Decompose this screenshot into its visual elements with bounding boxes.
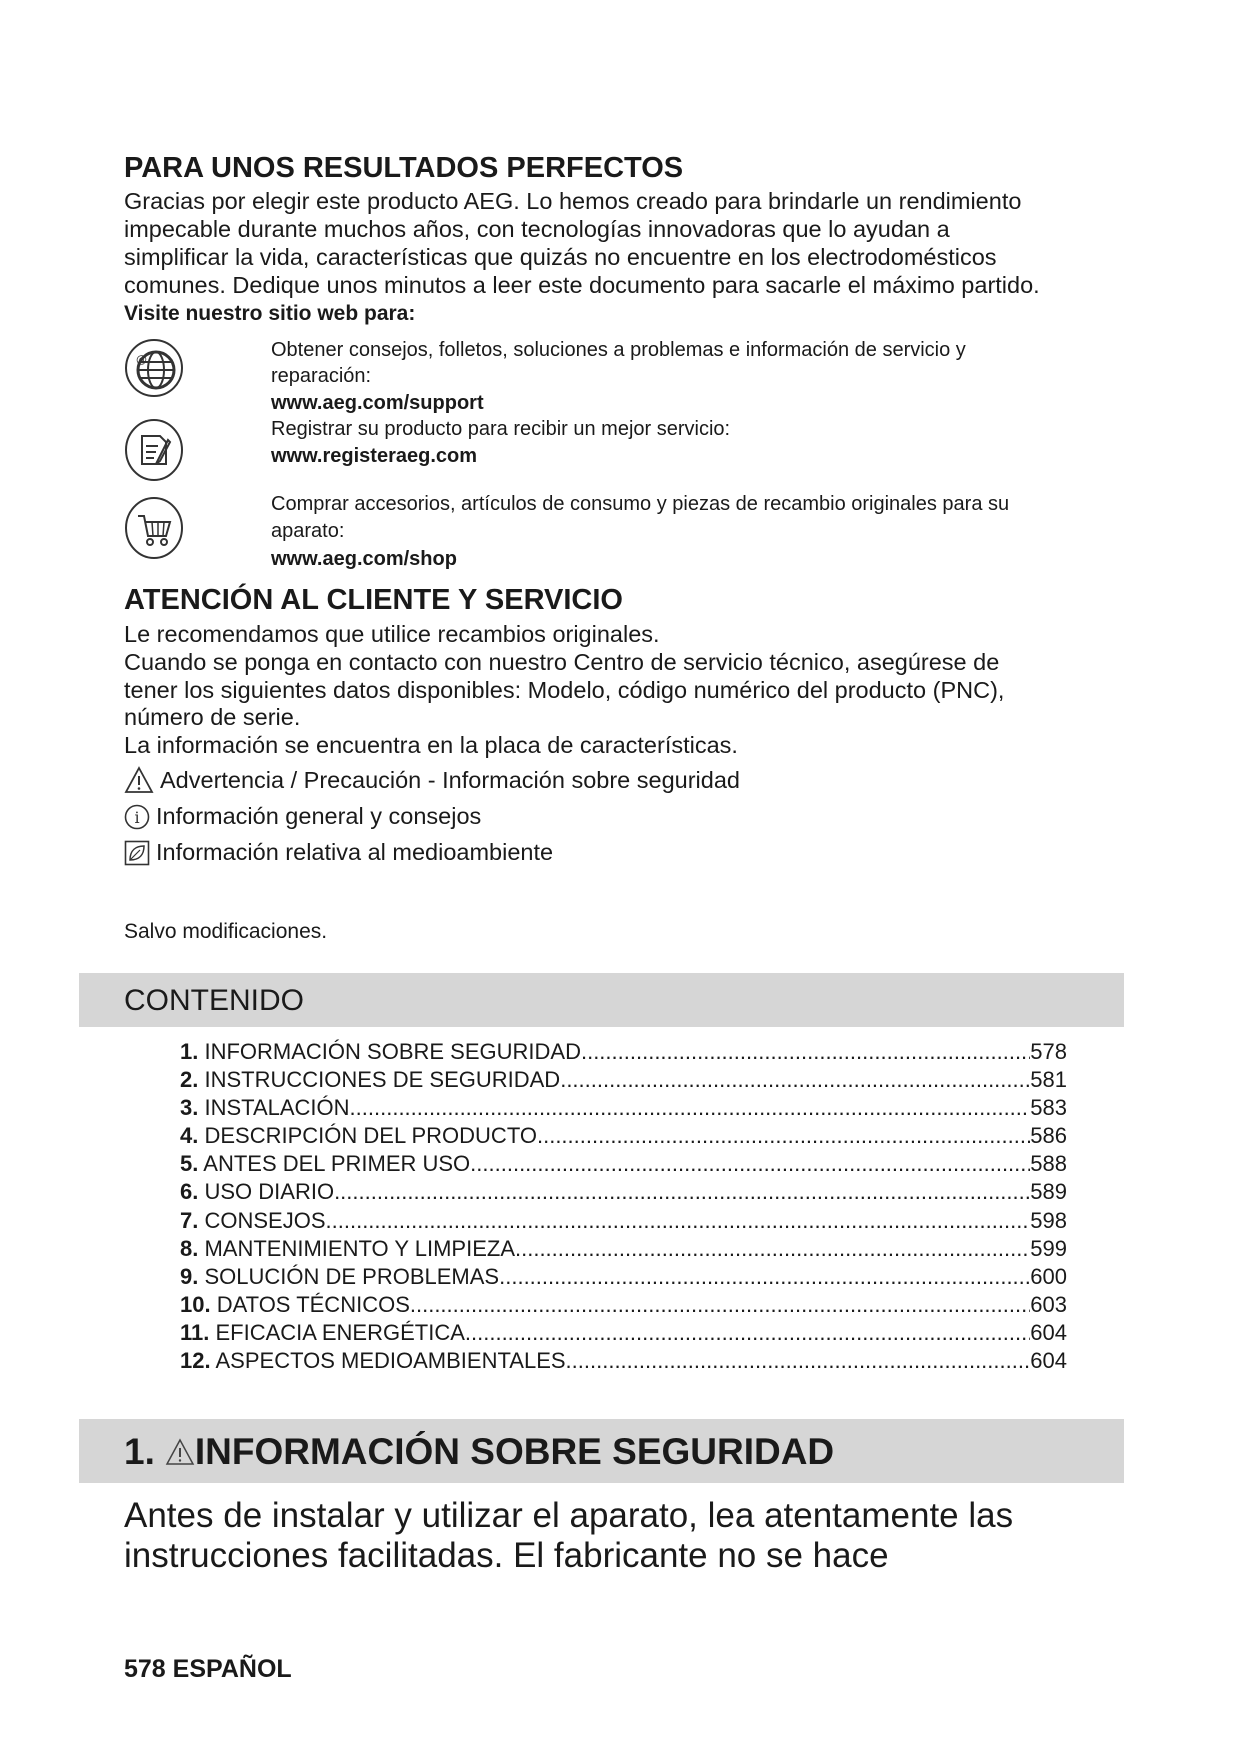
support-text: reparación: (271, 365, 372, 387)
toc-leader-dots (515, 1235, 1030, 1263)
svg-text:i: i (134, 807, 140, 827)
toc-page: 598 (1030, 1207, 1067, 1233)
toc-label (180, 1263, 499, 1291)
globe-icon (124, 338, 184, 398)
toc-title: INSTRUCCIONES DE SEGURIDAD (204, 1067, 561, 1093)
toc-item[interactable] (180, 1263, 1067, 1291)
section-line: Antes de instalar y utilizar el aparato, lea atentamente las (124, 1496, 1014, 1535)
toc-item[interactable] (180, 1207, 1067, 1235)
section-header (79, 1419, 1124, 1483)
toc-page: 578 (1030, 1039, 1067, 1064)
svg-text:@: @ (136, 353, 147, 366)
page-footer (124, 1655, 292, 1684)
section-number: 1. (124, 1431, 155, 1472)
toc-page: 589 (1030, 1179, 1067, 1205)
toc-title: INFORMACIÓN SOBRE SEGURIDAD (204, 1039, 581, 1064)
language-label: ESPAÑOL (172, 1655, 292, 1683)
toc-number: 8. (180, 1235, 199, 1261)
modifications-note: Salvo modificaciones. (124, 920, 328, 943)
toc-leader-dots (350, 1094, 1031, 1122)
toc-item[interactable] (180, 1122, 1067, 1150)
toc-leader-dots (537, 1122, 1030, 1150)
toc-label (180, 1319, 465, 1347)
toc-item[interactable] (180, 1178, 1067, 1206)
toc-title: DESCRIPCIÓN DEL PRODUCTO (204, 1123, 537, 1149)
toc-page: 604 (1030, 1319, 1067, 1345)
table-of-contents (180, 1038, 1067, 1375)
toc-label (180, 1235, 515, 1263)
toc-title: INSTALACIÓN (204, 1095, 350, 1121)
support-text: Obtener consejos, folletos, soluciones a problemas e información de servicio y (271, 339, 966, 361)
toc-page: 586 (1030, 1123, 1067, 1149)
toc-title: EFICACIA ENERGÉTICA (215, 1319, 465, 1345)
legend-text: Información relativa al medioambiente (156, 839, 554, 865)
toc-number: 3. (180, 1095, 199, 1121)
toc-item[interactable] (180, 1291, 1067, 1319)
service-line: Le recomendamos que utilice recambios originales. (124, 621, 660, 647)
toc-label (180, 1066, 560, 1094)
toc-leader-dots (566, 1347, 1031, 1375)
service-line: número de serie. (124, 704, 301, 730)
register-link[interactable]: www.registeraeg.com (271, 445, 477, 467)
legend-text: Advertencia / Precaución - Información sobre seguridad (160, 766, 740, 793)
toc-title: DATOS TÉCNICOS (216, 1291, 410, 1317)
toc-page: 599 (1030, 1235, 1067, 1261)
toc-title: CONSEJOS (204, 1207, 326, 1233)
toc-leader-dots (499, 1263, 1030, 1291)
section-title: INFORMACIÓN SOBRE SEGURIDAD (194, 1431, 835, 1472)
legend-info (124, 803, 481, 830)
toc-item[interactable] (180, 1066, 1067, 1094)
toc-number: 9. (180, 1263, 199, 1289)
shopping-cart-icon (124, 496, 184, 560)
toc-number: 7. (180, 1207, 199, 1233)
toc-number: 1. (180, 1039, 199, 1064)
toc-page: 600 (1030, 1263, 1067, 1289)
toc-label (180, 1150, 470, 1178)
toc-item[interactable] (180, 1235, 1067, 1263)
toc-item[interactable] (180, 1347, 1067, 1375)
shop-text: aparato: (271, 520, 345, 542)
service-title: ATENCIÓN AL CLIENTE Y SERVICIO (124, 584, 623, 616)
toc-title: ASPECTOS MEDIOAMBIENTALES (215, 1348, 566, 1374)
toc-leader-dots (560, 1066, 1030, 1094)
visit-label: Visite nuestro sitio web para: (124, 302, 416, 325)
toc-page: 583 (1030, 1095, 1067, 1121)
toc-item[interactable] (180, 1150, 1067, 1178)
toc-label (180, 1038, 581, 1066)
toc-leader-dots (410, 1291, 1030, 1319)
toc-item[interactable] (180, 1038, 1067, 1066)
toc-title: USO DIARIO (204, 1179, 335, 1205)
service-line: Cuando se ponga en contacto con nuestro Centro de servicio técnico, asegúrese de (124, 649, 1000, 675)
toc-page: 581 (1030, 1067, 1067, 1093)
toc-leader-dots (465, 1319, 1030, 1347)
legend-warning (124, 766, 740, 794)
register-text: Registrar su producto para recibir un mejor servicio: (271, 418, 731, 440)
info-icon (124, 804, 150, 830)
toc-leader-dots (326, 1207, 1031, 1235)
toc-title: SOLUCIÓN DE PROBLEMAS (204, 1263, 500, 1289)
service-line: tener los siguientes datos disponibles: Modelo, código numérico del producto (PNC), (124, 677, 1005, 703)
warning-icon (165, 1437, 195, 1467)
toc-item[interactable] (180, 1319, 1067, 1347)
register-document-icon (124, 418, 184, 482)
contents-title: CONTENIDO (124, 984, 304, 1017)
toc-page: 604 (1030, 1348, 1067, 1374)
support-link[interactable]: www.aeg.com/support (271, 392, 484, 414)
toc-leader-dots (581, 1038, 1030, 1066)
toc-label (180, 1094, 350, 1122)
toc-number: 2. (180, 1067, 199, 1093)
toc-number: 11. (180, 1319, 210, 1345)
intro-line: comunes. Dedique unos minutos a leer este documento para sacarle el máximo partido. (124, 272, 1040, 298)
intro-line: impecable durante muchos años, con tecnologías innovadoras que lo ayudan a (124, 216, 950, 242)
toc-label (180, 1122, 537, 1150)
toc-title: ANTES DEL PRIMER USO (203, 1151, 471, 1177)
intro-title: PARA UNOS RESULTADOS PERFECTOS (124, 152, 684, 184)
toc-title: MANTENIMIENTO Y LIMPIEZA (204, 1235, 515, 1261)
toc-label (180, 1178, 334, 1206)
intro-line: simplificar la vida, características que quizás no encuentre en los electrodomésticos (124, 244, 997, 270)
toc-number: 6. (180, 1179, 199, 1205)
toc-label (180, 1207, 326, 1235)
legend-text: Información general y consejos (156, 803, 482, 829)
shop-link[interactable]: www.aeg.com/shop (271, 548, 457, 570)
toc-page: 588 (1030, 1151, 1067, 1177)
legend-environment (124, 839, 553, 866)
toc-number: 10. (180, 1291, 211, 1317)
service-line: La información se encuentra en la placa de características. (124, 732, 738, 758)
toc-leader-dots (470, 1150, 1030, 1178)
toc-page: 603 (1030, 1291, 1067, 1317)
toc-item[interactable] (180, 1094, 1067, 1122)
toc-label (180, 1347, 566, 1375)
toc-number: 5. (180, 1151, 199, 1177)
warning-icon (124, 766, 154, 794)
toc-label (180, 1291, 410, 1319)
contents-header (79, 973, 1124, 1027)
toc-number: 4. (180, 1123, 199, 1149)
section-line: instrucciones facilitadas. El fabricante no se hace (124, 1536, 889, 1575)
page-number: 578 (124, 1655, 166, 1683)
toc-leader-dots (334, 1178, 1030, 1206)
environment-leaf-icon (124, 840, 150, 866)
toc-number: 12. (180, 1348, 211, 1374)
intro-line: Gracias por elegir este producto AEG. Lo hemos creado para brindarle un rendimiento (124, 188, 1022, 214)
shop-text: Comprar accesorios, artículos de consumo y piezas de recambio originales para su (271, 493, 1010, 515)
